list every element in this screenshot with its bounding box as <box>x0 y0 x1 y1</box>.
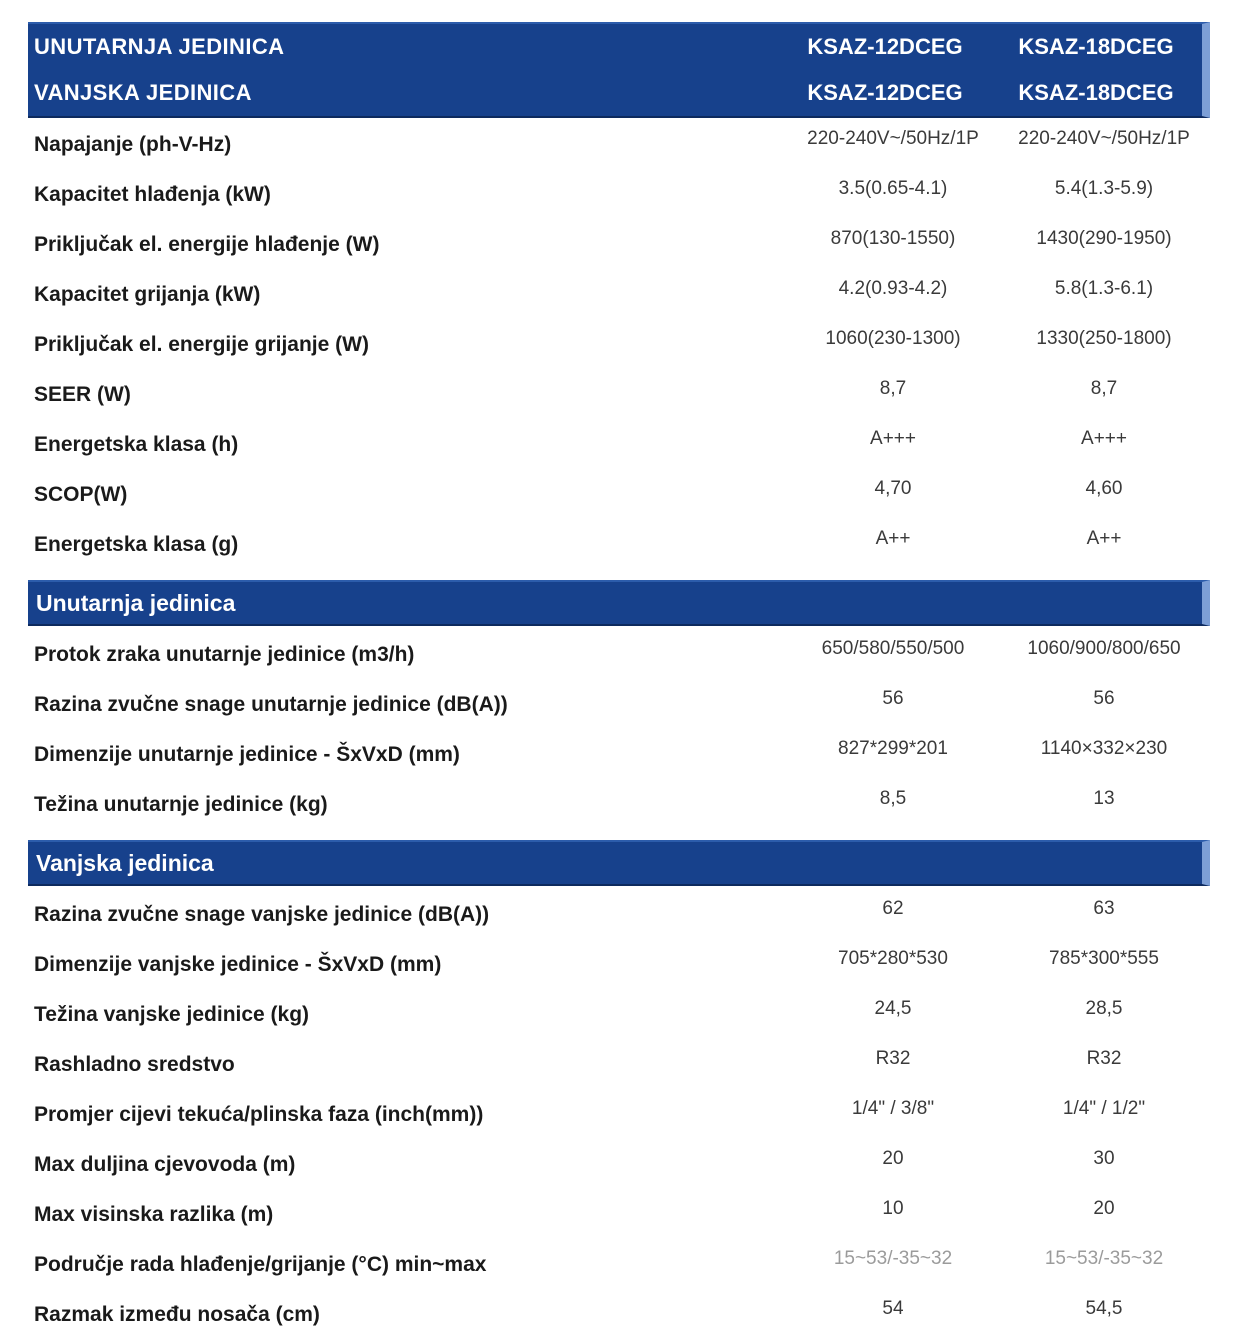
spec-value-col2: 785*300*555 <box>1049 948 1159 969</box>
spec-value-col2: A+++ <box>1081 428 1127 449</box>
spec-row <box>28 1290 1210 1332</box>
spec-value-col1: R32 <box>875 1048 911 1069</box>
spec-value-col1: 8,7 <box>879 378 907 399</box>
spec-value-col2: 1430(290-1950) <box>1036 228 1172 249</box>
spec-row <box>28 520 1210 570</box>
spec-value-col2: R32 <box>1086 1048 1122 1069</box>
spec-row <box>28 470 1210 520</box>
spec-label: SCOP(W) <box>34 483 128 506</box>
spec-row <box>28 1240 1210 1290</box>
spec-label: Razina zvučne snage unutarnje jedinice (dB(A)) <box>34 693 508 716</box>
section-title: Vanjska jedinica <box>36 849 214 876</box>
section-header-band <box>28 580 1210 626</box>
spec-row <box>28 170 1210 220</box>
spec-value-col2: 54,5 <box>1085 1298 1123 1319</box>
header-row <box>28 24 1202 70</box>
spec-value-col1: 1/4" / 3/8" <box>851 1098 935 1119</box>
spec-value-col2: 8,7 <box>1090 378 1118 399</box>
spec-row <box>28 1090 1210 1140</box>
spec-label: Promjer cijevi tekuća/plinska faza (inch(mm)) <box>34 1103 484 1126</box>
spec-value-col1: 56 <box>882 688 904 709</box>
spec-value-col2: 5.4(1.3-5.9) <box>1054 178 1154 199</box>
spec-label: Max duljina cjevovoda (m) <box>34 1153 296 1176</box>
spec-value-col2: 4,60 <box>1085 478 1123 499</box>
spec-row <box>28 370 1210 420</box>
spec-value-col2: 1/4" / 1/2" <box>1062 1098 1146 1119</box>
header-unit-label: VANJSKA JEDINICA <box>34 80 252 105</box>
spec-label: Rashladno sredstvo <box>34 1053 235 1076</box>
spec-label: Dimenzije vanjske jedinice - ŠxVxD (mm) <box>34 953 442 976</box>
spec-label: Područje rada hlađenje/grijanje (°C) min~max <box>34 1253 487 1276</box>
spec-row <box>28 1140 1210 1190</box>
spec-value-col1: A++ <box>875 528 911 549</box>
spec-value-col2: 1140×332×230 <box>1040 738 1168 759</box>
section-title: Unutarnja jedinica <box>36 589 236 616</box>
spec-label: Dimenzije unutarnje jedinice - ŠxVxD (mm) <box>34 743 460 766</box>
spec-value-col1: 870(130-1550) <box>830 228 956 249</box>
spec-value-col1: 827*299*201 <box>838 738 948 759</box>
spec-label: Energetska klasa (h) <box>34 433 239 456</box>
spec-value-col2: 15~53/-35~32 <box>1044 1248 1164 1269</box>
spec-row <box>28 990 1210 1040</box>
header-unit-label: UNUTARNJA JEDINICA <box>34 34 285 59</box>
spec-value-col1: 54 <box>882 1298 904 1319</box>
spec-value-col1: 705*280*530 <box>838 948 948 969</box>
spec-table <box>28 22 1210 1332</box>
spec-row <box>28 320 1210 370</box>
spec-row <box>28 780 1210 830</box>
spec-value-col2: 1330(250-1800) <box>1036 328 1172 349</box>
spec-row <box>28 940 1210 990</box>
spec-label: Energetska klasa (g) <box>34 533 239 556</box>
spec-value-col1: 62 <box>882 898 904 919</box>
spec-label: Priključak el. energije hlađenje (W) <box>34 233 380 256</box>
spec-value-col1: 20 <box>882 1148 904 1169</box>
spec-value-col2: 63 <box>1093 898 1115 919</box>
spec-label: Protok zraka unutarnje jedinice (m3/h) <box>34 643 415 666</box>
spec-value-col2: A++ <box>1086 528 1122 549</box>
spec-label: Kapacitet grijanja (kW) <box>34 283 261 306</box>
spec-value-col1: 4,70 <box>874 478 912 499</box>
spec-value-col1: 24,5 <box>874 998 912 1019</box>
table-header-band <box>28 22 1210 118</box>
spec-row <box>28 680 1210 730</box>
spec-value-col1: 8,5 <box>879 788 907 809</box>
spec-label: SEER (W) <box>34 383 131 406</box>
spec-row <box>28 730 1210 780</box>
header-row <box>28 70 1202 116</box>
spec-value-col1: 15~53/-35~32 <box>833 1248 953 1269</box>
spec-value-col1: 650/580/550/500 <box>821 638 965 659</box>
spec-label: Priključak el. energije grijanje (W) <box>34 333 369 356</box>
spec-label: Kapacitet hlađenja (kW) <box>34 183 271 206</box>
spec-label: Max visinska razlika (m) <box>34 1203 274 1226</box>
model-name-col1: KSAZ-12DCEG <box>807 34 963 59</box>
spec-value-col2: 13 <box>1093 788 1115 809</box>
spec-row <box>28 890 1210 940</box>
spec-value-col1: A+++ <box>870 428 916 449</box>
spec-row <box>28 630 1210 680</box>
spec-label: Napajanje (ph-V-Hz) <box>34 133 232 156</box>
spec-value-col1: 10 <box>882 1198 904 1219</box>
model-name-col2: KSAZ-18DCEG <box>1018 80 1174 105</box>
spec-value-col2: 20 <box>1093 1198 1115 1219</box>
section-header-band <box>28 840 1210 886</box>
spec-row <box>28 420 1210 470</box>
spec-label: Težina unutarnje jedinice (kg) <box>34 793 328 816</box>
spec-value-col1: 4.2(0.93-4.2) <box>838 278 948 299</box>
spec-row <box>28 220 1210 270</box>
spec-row <box>28 270 1210 320</box>
spec-row <box>28 1190 1210 1240</box>
spec-row <box>28 1040 1210 1090</box>
table-body <box>28 120 1210 1332</box>
spec-label: Razmak između nosača (cm) <box>34 1303 320 1326</box>
spec-value-col2: 56 <box>1093 688 1115 709</box>
spec-label: Težina vanjske jedinice (kg) <box>34 1003 310 1026</box>
spec-value-col1: 220-240V~/50Hz/1P <box>807 128 979 149</box>
spec-label: Razina zvučne snage vanjske jedinice (dB(A)) <box>34 903 490 926</box>
spec-value-col1: 3.5(0.65-4.1) <box>838 178 948 199</box>
spec-row <box>28 120 1210 170</box>
spec-value-col2: 5.8(1.3-6.1) <box>1054 278 1154 299</box>
model-name-col2: KSAZ-18DCEG <box>1018 34 1174 59</box>
model-name-col1: KSAZ-12DCEG <box>807 80 963 105</box>
spec-value-col1: 1060(230-1300) <box>825 328 961 349</box>
spec-value-col2: 220-240V~/50Hz/1P <box>1018 128 1190 149</box>
spec-value-col2: 1060/900/800/650 <box>1027 638 1181 659</box>
spec-value-col2: 28,5 <box>1085 998 1123 1019</box>
spec-value-col2: 30 <box>1093 1148 1115 1169</box>
